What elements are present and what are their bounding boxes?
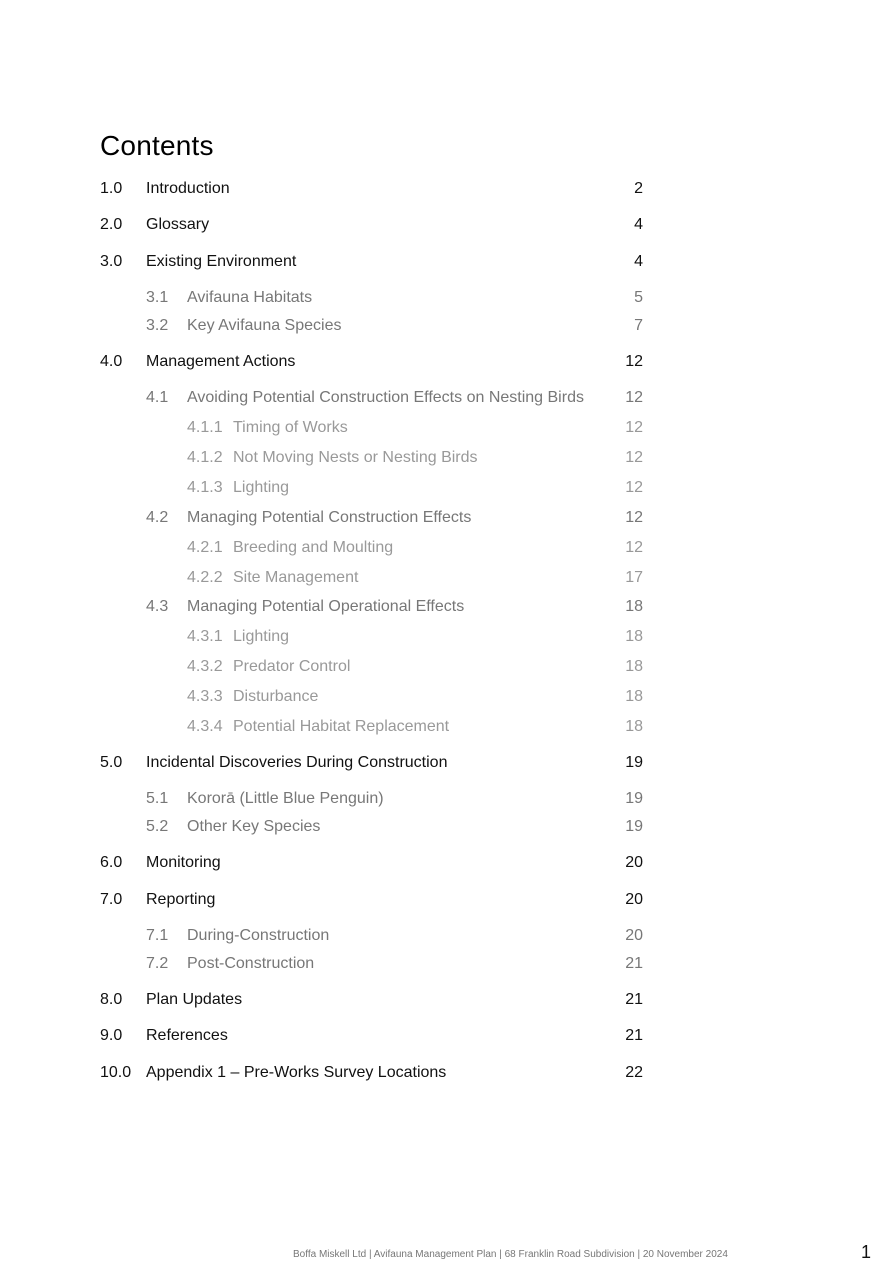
toc-entry[interactable] <box>0 952 880 976</box>
toc-entry-title: Avifauna Habitats <box>187 289 313 306</box>
toc-entry-title: Management Actions <box>146 353 296 370</box>
toc-entry-page: 19 <box>625 818 643 835</box>
toc-entry-title: Lighting <box>233 628 290 645</box>
toc-entry-title: Not Moving Nests or Nesting Birds <box>233 449 478 466</box>
toc-entry-title: Existing Environment <box>146 253 297 270</box>
toc-entry-number: 4.1 <box>146 389 169 406</box>
toc-entry[interactable] <box>0 177 880 201</box>
toc-entry-title: Site Management <box>233 569 359 586</box>
toc-entry-number: 3.2 <box>146 317 169 334</box>
toc-entry[interactable] <box>0 888 880 912</box>
toc-entry-title: Managing Potential Operational Effects <box>187 598 465 615</box>
toc-entry-page: 18 <box>625 628 643 645</box>
toc-entry-page: 18 <box>625 658 643 675</box>
toc-entry[interactable] <box>0 685 880 709</box>
toc-entry-number: 4.1.1 <box>187 419 223 436</box>
toc-entry[interactable] <box>0 988 880 1012</box>
toc-entry[interactable] <box>0 815 880 839</box>
toc-entry[interactable] <box>0 1024 880 1048</box>
toc-entry[interactable] <box>0 350 880 374</box>
toc-entry-title: Other Key Species <box>187 818 321 835</box>
toc-entry-page: 19 <box>625 790 643 807</box>
toc-entry-number: 9.0 <box>100 1027 123 1044</box>
toc-entry-number: 4.3 <box>146 598 169 615</box>
toc-entry-number: 4.1.3 <box>187 479 223 496</box>
toc-entry-number: 7.0 <box>100 891 123 908</box>
toc-entry-number: 4.2.1 <box>187 539 223 556</box>
toc-entry-number: 3.1 <box>146 289 169 306</box>
toc-entry-page: 20 <box>625 854 643 871</box>
toc-entry-number: 4.3.1 <box>187 628 223 645</box>
toc-entry-number: 2.0 <box>100 216 123 233</box>
toc-entry-title: Appendix 1 – Pre-Works Survey Locations <box>146 1064 447 1081</box>
toc-entry-page: 4 <box>634 253 643 270</box>
toc-entry-page: 12 <box>625 419 643 436</box>
toc-entry-page: 12 <box>625 353 643 370</box>
toc-entry-page: 18 <box>625 598 643 615</box>
toc-entry[interactable] <box>0 787 880 811</box>
toc-entry-page: 21 <box>625 955 643 972</box>
toc-entry-number: 6.0 <box>100 854 123 871</box>
toc-entry[interactable] <box>0 476 880 500</box>
toc-entry-number: 8.0 <box>100 991 123 1008</box>
toc-entry[interactable] <box>0 446 880 470</box>
toc-entry[interactable] <box>0 566 880 590</box>
toc-entry-number: 5.2 <box>146 818 169 835</box>
toc-entry[interactable] <box>0 924 880 948</box>
toc-entry-title: Glossary <box>146 216 210 233</box>
toc-entry-number: 4.2.2 <box>187 569 223 586</box>
toc-entry-page: 12 <box>625 479 643 496</box>
toc-entry[interactable] <box>0 536 880 560</box>
toc-entry-page: 12 <box>625 449 643 466</box>
toc-entry-page: 21 <box>625 991 643 1008</box>
toc-entry-number: 3.0 <box>100 253 123 270</box>
toc-entry[interactable] <box>0 625 880 649</box>
toc-entry-number: 5.1 <box>146 790 169 807</box>
toc-entry-number: 4.2 <box>146 509 169 526</box>
toc-entry-page: 22 <box>625 1064 643 1081</box>
toc-entry-number: 4.0 <box>100 353 123 370</box>
toc-entry[interactable] <box>0 655 880 679</box>
toc-entry-title: Incidental Discoveries During Construction <box>146 754 448 771</box>
toc-entry[interactable] <box>0 715 880 739</box>
toc-entry-number: 7.2 <box>146 955 169 972</box>
toc-entry[interactable] <box>0 386 880 410</box>
toc-entry-number: 4.3.3 <box>187 688 223 705</box>
toc-entry[interactable] <box>0 506 880 530</box>
toc-entry-page: 12 <box>625 389 643 406</box>
toc-entry-title: Introduction <box>146 180 230 197</box>
toc-entry[interactable] <box>0 416 880 440</box>
toc-entry[interactable] <box>0 1061 880 1085</box>
toc-entry-page: 12 <box>625 509 643 526</box>
toc-entry-title: Monitoring <box>146 854 221 871</box>
toc-entry-number: 1.0 <box>100 180 123 197</box>
toc-entry-page: 2 <box>634 180 643 197</box>
toc-entry-title: Predator Control <box>233 658 351 675</box>
toc-entry-title: Avoiding Potential Construction Effects on Nesting Birds <box>187 389 584 406</box>
toc-entry[interactable] <box>0 595 880 619</box>
toc-entry[interactable] <box>0 851 880 875</box>
toc-entry-number: 4.3.2 <box>187 658 223 675</box>
toc-entry[interactable] <box>0 213 880 237</box>
toc-entry-title: Breeding and Moulting <box>233 539 394 556</box>
toc-entry-title: During-Construction <box>187 927 330 944</box>
page-title: Contents <box>100 130 214 161</box>
toc-entry-page: 19 <box>625 754 643 771</box>
toc-entry-title: References <box>146 1027 228 1044</box>
toc-entry-title: Managing Potential Construction Effects <box>187 509 472 526</box>
page-footer: Boffa Miskell Ltd | Avifauna Management Plan | 68 Franklin Road Subdivision | 20 November 2024 <box>293 1249 728 1260</box>
toc-entry-title: Plan Updates <box>146 991 243 1008</box>
toc-entry-title: Lighting <box>233 479 290 496</box>
toc-entry[interactable] <box>0 250 880 274</box>
toc-entry-page: 21 <box>625 1027 643 1044</box>
toc-entry[interactable] <box>0 286 880 310</box>
toc-entry-title: Key Avifauna Species <box>187 317 342 334</box>
toc-entry-page: 5 <box>634 289 643 306</box>
toc-entry-title: Timing of Works <box>233 419 348 436</box>
toc-entry-title: Disturbance <box>233 688 319 705</box>
toc-entry-number: 4.3.4 <box>187 718 223 735</box>
toc-entry-title: Post-Construction <box>187 955 315 972</box>
toc-entry-page: 7 <box>634 317 643 334</box>
toc-entry-page: 18 <box>625 718 643 735</box>
toc-entry-page: 18 <box>625 688 643 705</box>
toc-entry-title: Kororā (Little Blue Penguin) <box>187 790 384 807</box>
toc-entry[interactable] <box>0 314 880 338</box>
toc-entry-page: 20 <box>625 891 643 908</box>
toc-entry-title: Potential Habitat Replacement <box>233 718 450 735</box>
toc-entry-number: 10.0 <box>100 1064 132 1081</box>
toc-entry-number: 5.0 <box>100 754 123 771</box>
toc-entry-number: 7.1 <box>146 927 169 944</box>
toc-entry-title: Reporting <box>146 891 216 908</box>
toc-entry-page: 4 <box>634 216 643 233</box>
toc-entry-number: 4.1.2 <box>187 449 223 466</box>
toc-entry-page: 12 <box>625 539 643 556</box>
toc-entry-page: 17 <box>625 569 643 586</box>
toc-entry[interactable] <box>0 751 880 775</box>
toc-entry-page: 20 <box>625 927 643 944</box>
page-number: 1 <box>861 1242 872 1262</box>
